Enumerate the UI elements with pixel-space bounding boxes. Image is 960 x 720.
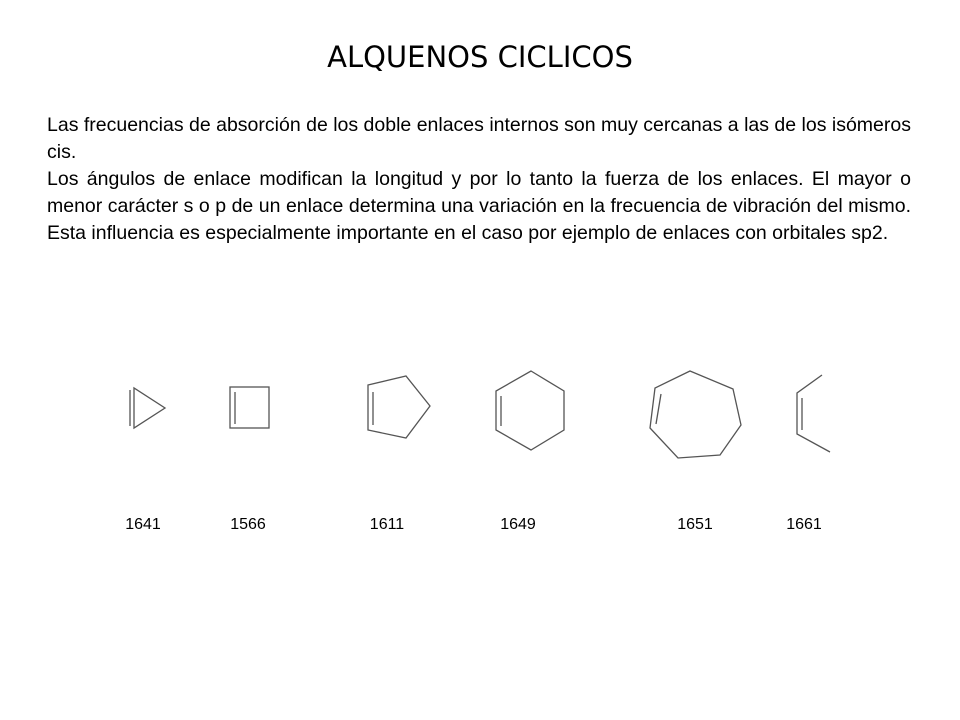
paragraph-2: Los ángulos de enlace modifican la longitud y por lo tanto la fuerza de los enlaces. El mayor o menor carácter s o p de un enlace determina una variación en la frecuencia de vibración del mismo. Esta influencia es especialmente importante en el caso por ejemplo de enlaces con orbitales sp2.: [47, 168, 911, 244]
paragraph-1: Las frecuencias de absorción de los doble enlaces internos son muy cercanas a las de los isómeros cis.: [47, 114, 911, 163]
frequency-label-3: 1611: [369, 516, 405, 533]
cyclobutene-structure: [230, 387, 269, 428]
frequency-label-2: 1566: [230, 516, 266, 533]
slide-title: ALQUENOS CICLICOS: [327, 40, 633, 74]
cycloheptene-structure: [650, 371, 741, 458]
cyclohexene-structure: [496, 371, 564, 450]
frequency-label-4: 1649: [500, 516, 536, 533]
frequency-label-1: 1641: [125, 516, 161, 533]
frequency-label-6: 1661: [786, 516, 822, 533]
cyclooctene-structure: [797, 375, 830, 452]
cyclopropene-structure: [130, 388, 165, 428]
cyclopentene-structure: [368, 376, 430, 438]
frequency-label-5: 1651: [677, 516, 713, 533]
